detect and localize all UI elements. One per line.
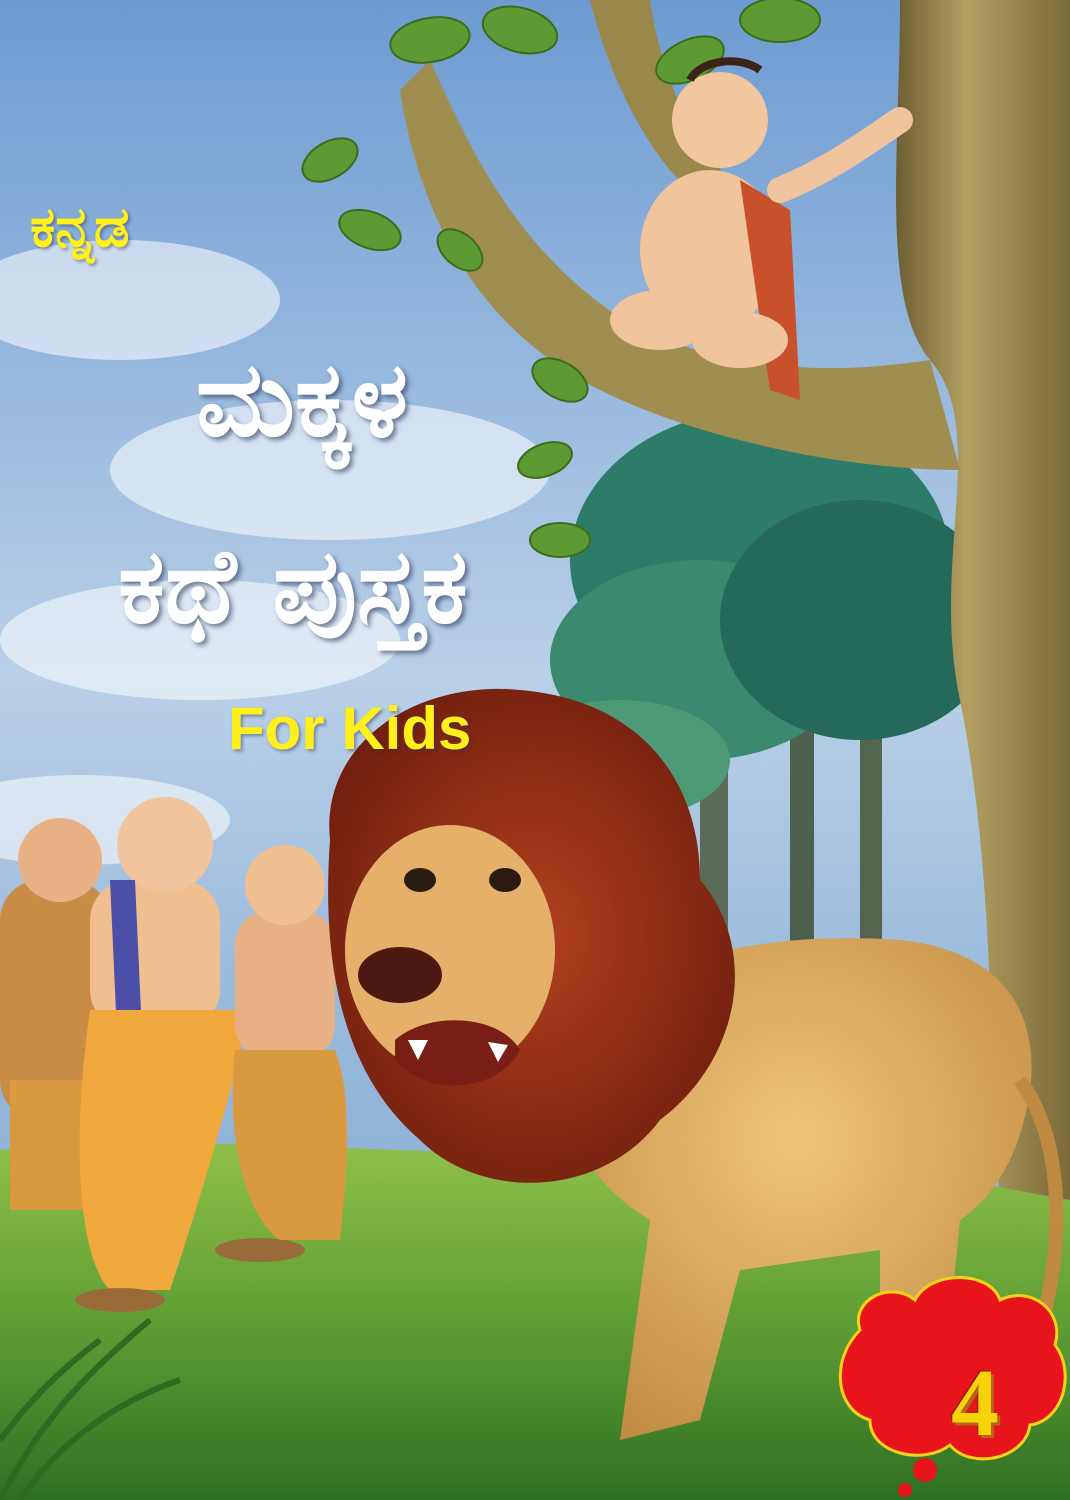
- subtitle-for-kids: For Kids: [228, 695, 472, 762]
- volume-number: 4: [951, 1349, 999, 1456]
- title-line-1: ಮಕ್ಕಳ: [196, 338, 409, 460]
- title-line-2: ಕಥೆ ಪುಸ್ತಕ: [118, 525, 468, 647]
- language-label: ಕನ್ನಡ: [30, 195, 130, 260]
